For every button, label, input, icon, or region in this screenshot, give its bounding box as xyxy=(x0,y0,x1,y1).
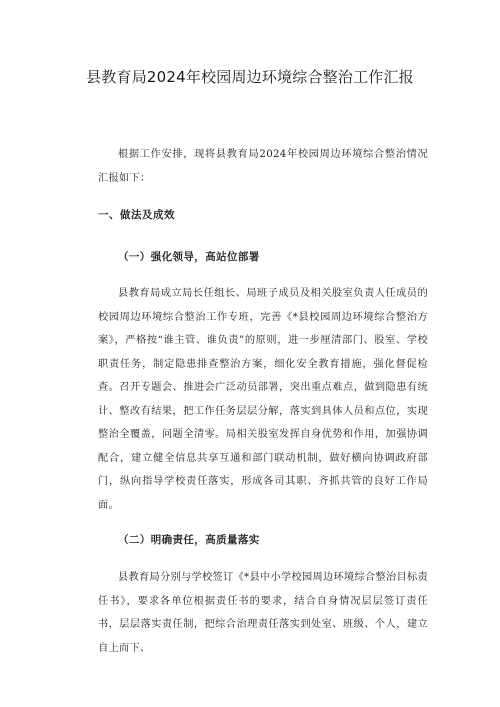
subsection-1-body: 县教育局成立局长任组长、局班子成员及相关股室负责人任成员的校园周边环境综合整治工作专班，完善《*县校园周边环境综合整治方案》，严格按“谁主管、谁负责”的原则，进一步厘清部门、股室、学校职责任务，制定隐患排查整治方案，细化安全教育措施，强化督促检查。召开专题会、推进会广泛动员部署，突出重点难点，做到隐患有统计、整改有结果，把工作任务层层分解，落实到具体人员和点位，实现整治全覆盖，问题全清零。局相关股室发挥自身优势和作用，加强协调配合，建立健全信息共享互通和部门联动机制，做好横向协调政府部门，纵向指导学校责任落实，形成各司其职、齐抓共管的良好工作局面。 xyxy=(98,288,428,511)
subsection-2-body: 县教育局分别与学校签订《*县中小学校园周边环境综合整治目标责任书》，要求各单位根据责任书的要求，结合自身情况层层签订责任书，层层落实责任制，把综合治理责任落实到处室、班级、个人，建立自上而下、 xyxy=(98,572,428,654)
subsection-heading-2: （二）明确责任，高质量落实 xyxy=(118,534,260,546)
document-title: 县教育局2024年校园周边环境综合整治工作汇报 xyxy=(86,68,414,86)
section-heading-1: 一、做法及成效 xyxy=(98,209,175,221)
intro-paragraph: 根据工作安排，现将县教育局2024年校园周边环境综合整治情况汇报如下： xyxy=(98,149,428,184)
subsection-heading-1: （一）强化领导，高站位部署 xyxy=(118,251,260,263)
